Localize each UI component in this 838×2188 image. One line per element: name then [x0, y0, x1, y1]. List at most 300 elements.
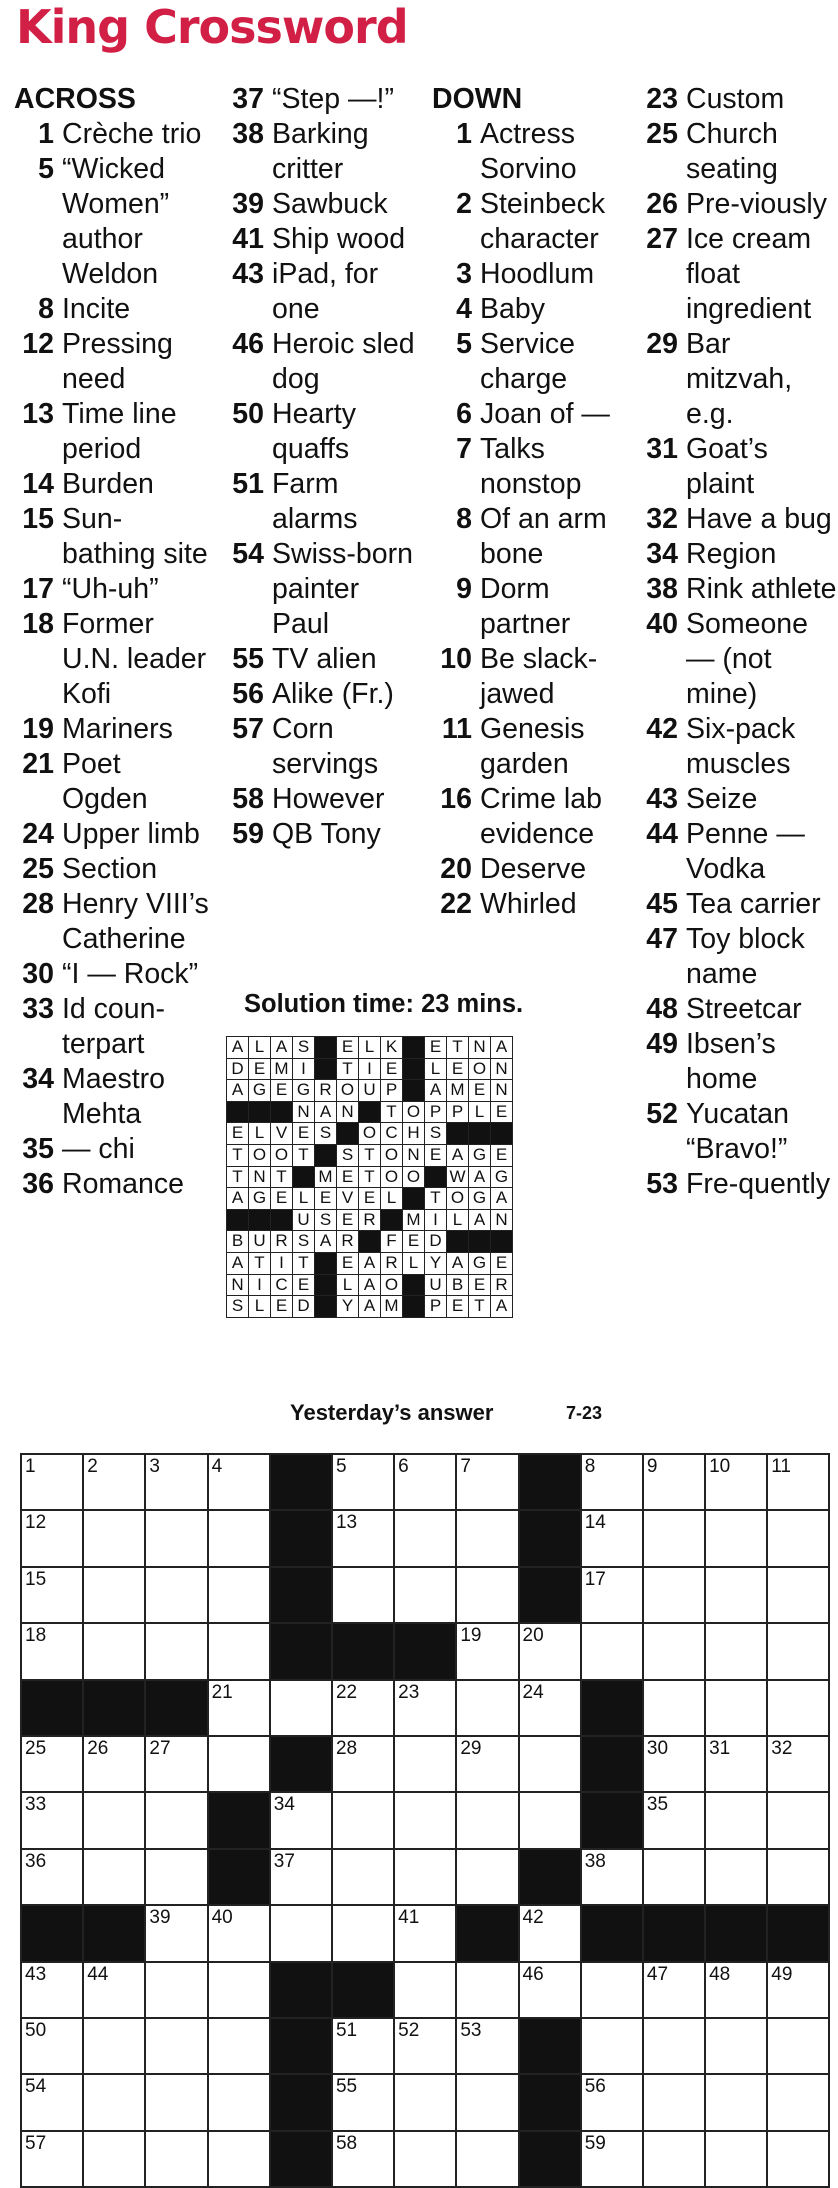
- clue-item: [226, 537, 422, 642]
- grid-cell[interactable]: [333, 2132, 395, 2188]
- grid-cell[interactable]: [84, 1850, 146, 1906]
- answer-letter-cell: E: [293, 1275, 315, 1297]
- grid-cell[interactable]: [209, 1624, 271, 1680]
- grid-cell[interactable]: [457, 1850, 519, 1906]
- grid-cell[interactable]: [644, 1511, 706, 1567]
- clue-item: [14, 817, 214, 852]
- cell-number: 30: [646, 1737, 669, 1759]
- clue-item: [14, 957, 214, 992]
- grid-cell[interactable]: [209, 1737, 271, 1793]
- clue-text: Hearty quaffs: [272, 398, 356, 465]
- answer-letter-cell: G: [249, 1080, 271, 1102]
- cell-number: 18: [25, 1625, 47, 1647]
- cell-number: 8: [584, 1456, 596, 1477]
- answer-letter-cell: A: [227, 1037, 249, 1059]
- grid-cell[interactable]: [146, 1737, 208, 1793]
- grid-cell[interactable]: [146, 2019, 208, 2075]
- grid-cell[interactable]: [84, 1737, 146, 1793]
- clue-item: [638, 572, 838, 607]
- clue-number: 2: [456, 188, 472, 220]
- answer-letter-cell: P: [425, 1102, 447, 1124]
- grid-cell[interactable]: [706, 1681, 768, 1737]
- clue-text: Actress Sorvino: [480, 118, 577, 185]
- grid-cell[interactable]: [706, 1963, 768, 2019]
- grid-cell[interactable]: [644, 2019, 706, 2075]
- grid-cell[interactable]: [22, 1963, 84, 2019]
- answer-black-square: [271, 1102, 293, 1124]
- grid-cell[interactable]: [395, 2132, 457, 2188]
- grid-cell[interactable]: [84, 1455, 146, 1511]
- clue-text: Hoodlum: [480, 258, 595, 290]
- across-header: ACROSS: [14, 83, 136, 115]
- answer-letter-cell: L: [469, 1102, 491, 1124]
- answer-letter-cell: T: [469, 1296, 491, 1318]
- grid-cell[interactable]: [457, 1511, 519, 1567]
- answer-letter-cell: T: [447, 1037, 469, 1059]
- clue-item: [14, 1167, 214, 1202]
- answer-letter-cell: Y: [337, 1296, 359, 1318]
- grid-cell[interactable]: [333, 1737, 395, 1793]
- answer-black-square: [403, 1275, 425, 1297]
- black-square: [209, 1850, 271, 1906]
- grid-cell[interactable]: [520, 1906, 582, 1962]
- clue-item: [432, 257, 628, 292]
- clue-number: 26: [646, 188, 678, 220]
- grid-cell[interactable]: [457, 1793, 519, 1849]
- clue-number: 50: [232, 398, 264, 430]
- clue-text: Ship wood: [272, 223, 406, 255]
- grid-cell[interactable]: [768, 2075, 830, 2131]
- answer-letter-cell: O: [381, 1145, 403, 1167]
- grid-cell[interactable]: [395, 1681, 457, 1737]
- answer-letter-cell: L: [359, 1037, 381, 1059]
- grid-cell[interactable]: [768, 1568, 830, 1624]
- grid-cell[interactable]: [84, 1963, 146, 2019]
- grid-cell[interactable]: [706, 1793, 768, 1849]
- grid-cell[interactable]: [333, 1850, 395, 1906]
- grid-cell[interactable]: [520, 1793, 582, 1849]
- grid-cell[interactable]: [84, 2132, 146, 2188]
- answer-letter-cell: I: [359, 1059, 381, 1081]
- grid-cell[interactable]: [84, 2019, 146, 2075]
- clue-number: 21: [22, 748, 54, 780]
- answer-letter-cell: N: [491, 1210, 513, 1232]
- grid-cell[interactable]: [22, 1737, 84, 1793]
- grid-cell[interactable]: [333, 1511, 395, 1567]
- clue-number: 33: [22, 993, 54, 1025]
- cell-number: 40: [211, 1907, 233, 1929]
- clue-item: [14, 292, 214, 327]
- cell-number: 20: [522, 1625, 544, 1647]
- answer-letter-cell: P: [447, 1102, 469, 1124]
- grid-cell[interactable]: [146, 1793, 208, 1849]
- answer-black-square: [293, 1167, 315, 1189]
- grid-cell[interactable]: [209, 1906, 271, 1962]
- cell-number: 6: [398, 1456, 409, 1477]
- grid-cell[interactable]: [768, 1511, 830, 1567]
- grid-cell[interactable]: [644, 1624, 706, 1680]
- grid-cell[interactable]: [582, 2132, 644, 2188]
- black-square: [22, 1681, 84, 1737]
- answer-letter-cell: O: [381, 1167, 403, 1189]
- answer-letter-cell: R: [359, 1210, 381, 1232]
- answer-grid-row: [227, 1210, 513, 1232]
- clue-text: Ibsen’s home: [686, 1028, 776, 1095]
- grid-cell[interactable]: [395, 1906, 457, 1962]
- cell-number: 5: [335, 1456, 347, 1477]
- cell-number: 34: [273, 1794, 295, 1816]
- grid-cell[interactable]: [706, 1568, 768, 1624]
- grid-cell[interactable]: [582, 2075, 644, 2131]
- answer-black-square: [227, 1102, 249, 1124]
- answer-letter-cell: I: [271, 1253, 293, 1275]
- answer-letter-cell: E: [491, 1253, 513, 1275]
- grid-cell[interactable]: [520, 1681, 582, 1737]
- grid-cell[interactable]: [333, 2019, 395, 2075]
- grid-cell[interactable]: [333, 1455, 395, 1511]
- answer-letter-cell: H: [403, 1123, 425, 1145]
- grid-cell[interactable]: [146, 1963, 208, 2019]
- grid-cell[interactable]: [395, 1850, 457, 1906]
- clue-item: [432, 502, 628, 572]
- black-square: [520, 1568, 582, 1624]
- grid-cell[interactable]: [582, 1568, 644, 1624]
- grid-cell[interactable]: [84, 1511, 146, 1567]
- grid-cell[interactable]: [209, 1963, 271, 2019]
- grid-cell[interactable]: [706, 1455, 768, 1511]
- grid-cell[interactable]: [457, 2075, 519, 2131]
- clue-item: [14, 397, 214, 467]
- grid-cell[interactable]: [395, 2019, 457, 2075]
- clue-number: 38: [646, 573, 678, 605]
- answer-black-square: [403, 1059, 425, 1081]
- grid-cell[interactable]: [582, 1850, 644, 1906]
- answer-letter-cell: L: [293, 1188, 315, 1210]
- grid-cell[interactable]: [271, 1681, 333, 1737]
- grid-cell[interactable]: [644, 1455, 706, 1511]
- grid-cell[interactable]: [520, 1737, 582, 1793]
- grid-cell[interactable]: [582, 2019, 644, 2075]
- grid-cell[interactable]: [333, 1906, 395, 1962]
- grid-cell[interactable]: [146, 1624, 208, 1680]
- grid-cell[interactable]: [457, 1568, 519, 1624]
- grid-cell[interactable]: [644, 2132, 706, 2188]
- clue-text: Be slack-jawed: [480, 643, 598, 710]
- clue-item: [226, 817, 422, 852]
- answer-black-square: [315, 1275, 337, 1297]
- answer-letter-cell: O: [359, 1123, 381, 1145]
- clue-number: 10: [440, 643, 472, 675]
- cell-number: 38: [584, 1850, 606, 1872]
- grid-cell[interactable]: [84, 2075, 146, 2131]
- grid-cell[interactable]: [706, 2019, 768, 2075]
- grid-cell[interactable]: [582, 1624, 644, 1680]
- clue-item: [14, 327, 214, 397]
- clue-item: [432, 187, 628, 257]
- answer-black-square: [403, 1188, 425, 1210]
- clue-text: Someone — (not mine): [686, 608, 809, 710]
- clue-number: 52: [646, 1098, 678, 1130]
- grid-cell[interactable]: [395, 1737, 457, 1793]
- clue-number: 7: [456, 433, 472, 465]
- answer-letter-cell: O: [447, 1188, 469, 1210]
- grid-cell[interactable]: [146, 1850, 208, 1906]
- grid-cell[interactable]: [768, 1963, 830, 2019]
- answer-letter-cell: D: [227, 1059, 249, 1081]
- black-square: [271, 1511, 333, 1567]
- grid-cell[interactable]: [395, 1511, 457, 1567]
- grid-cell[interactable]: [582, 1455, 644, 1511]
- grid-cell[interactable]: [644, 1737, 706, 1793]
- grid-cell[interactable]: [706, 1511, 768, 1567]
- grid-cell[interactable]: [22, 1455, 84, 1511]
- answer-letter-cell: G: [293, 1080, 315, 1102]
- grid-cell[interactable]: [84, 1793, 146, 1849]
- clue-number: 30: [22, 958, 54, 990]
- black-square: [271, 1963, 333, 2019]
- grid-cell[interactable]: [146, 2075, 208, 2131]
- clue-number: 15: [22, 503, 54, 535]
- grid-cell[interactable]: [706, 1737, 768, 1793]
- answer-letter-cell: L: [249, 1037, 271, 1059]
- yesterdays-answer-grid: [226, 1036, 513, 1318]
- clue-item: [432, 327, 628, 397]
- grid-cell[interactable]: [457, 1963, 519, 2019]
- answer-letter-cell: M: [447, 1080, 469, 1102]
- grid-cell[interactable]: [22, 2132, 84, 2188]
- grid-cell[interactable]: [22, 2019, 84, 2075]
- grid-cell[interactable]: [209, 2019, 271, 2075]
- clue-text: Church seating: [686, 118, 778, 185]
- grid-cell[interactable]: [146, 1455, 208, 1511]
- answer-letter-cell: R: [337, 1231, 359, 1253]
- grid-cell[interactable]: [84, 1624, 146, 1680]
- grid-cell[interactable]: [209, 1681, 271, 1737]
- black-square: [146, 1681, 208, 1737]
- clue-number: 46: [232, 328, 264, 360]
- grid-cell[interactable]: [271, 1850, 333, 1906]
- grid-cell[interactable]: [209, 1511, 271, 1567]
- grid-cell[interactable]: [22, 1511, 84, 1567]
- clue-item: [226, 677, 422, 712]
- clue-item: [14, 607, 214, 712]
- cell-number: 11: [771, 1456, 791, 1477]
- clue-item: [432, 642, 628, 712]
- black-square: [271, 2075, 333, 2131]
- grid-cell[interactable]: [582, 1963, 644, 2019]
- grid-cell[interactable]: [457, 2132, 519, 2188]
- grid-cell[interactable]: [395, 1793, 457, 1849]
- clue-number: 23: [646, 83, 678, 115]
- answer-grid-row: [227, 1231, 513, 1253]
- grid-cell[interactable]: [706, 1624, 768, 1680]
- clue-item: [226, 257, 422, 327]
- cell-number: 12: [25, 1512, 47, 1534]
- grid-cell[interactable]: [146, 2132, 208, 2188]
- grid-cell[interactable]: [146, 1511, 208, 1567]
- clue-text: Goat’s plaint: [686, 433, 768, 500]
- clue-text: “Step —!”: [272, 83, 394, 115]
- cell-number: 42: [522, 1907, 544, 1929]
- grid-cell[interactable]: [457, 1455, 519, 1511]
- answer-letter-cell: V: [271, 1123, 293, 1145]
- grid-cell[interactable]: [644, 1681, 706, 1737]
- clue-text: Swiss-born painter Paul: [272, 538, 413, 640]
- grid-cell[interactable]: [22, 1850, 84, 1906]
- grid-cell[interactable]: [271, 1793, 333, 1849]
- answer-black-square: [249, 1102, 271, 1124]
- answer-letter-cell: M: [403, 1210, 425, 1232]
- clue-item: [14, 1062, 214, 1132]
- answer-letter-cell: N: [249, 1167, 271, 1189]
- answer-black-square: [315, 1145, 337, 1167]
- answer-letter-cell: G: [491, 1167, 513, 1189]
- clue-number: 17: [22, 573, 54, 605]
- grid-cell[interactable]: [644, 1963, 706, 2019]
- answer-letter-cell: A: [227, 1080, 249, 1102]
- answer-black-square: [271, 1210, 293, 1232]
- clue-item: [638, 1027, 838, 1097]
- clue-number: 4: [456, 293, 472, 325]
- black-square: [520, 1455, 582, 1511]
- cell-number: 33: [25, 1794, 47, 1816]
- clue-item: [638, 187, 838, 222]
- grid-cell[interactable]: [22, 1793, 84, 1849]
- grid-cell[interactable]: [457, 1737, 519, 1793]
- cell-number: 43: [25, 1963, 47, 1985]
- grid-cell[interactable]: [768, 1681, 830, 1737]
- black-square: [22, 1906, 84, 1962]
- grid-cell[interactable]: [768, 1737, 830, 1793]
- grid-cell[interactable]: [768, 2019, 830, 2075]
- black-square: [520, 2132, 582, 2188]
- grid-cell[interactable]: [333, 2075, 395, 2131]
- grid-cell[interactable]: [84, 1568, 146, 1624]
- grid-cell[interactable]: [22, 1568, 84, 1624]
- answer-letter-cell: O: [381, 1275, 403, 1297]
- grid-cell[interactable]: [395, 1963, 457, 2019]
- grid-cell[interactable]: [457, 1681, 519, 1737]
- grid-cell[interactable]: [395, 1568, 457, 1624]
- answer-letter-cell: I: [425, 1210, 447, 1232]
- clue-number: 51: [232, 468, 264, 500]
- grid-cell[interactable]: [582, 1511, 644, 1567]
- clue-text: Toy block name: [686, 923, 805, 990]
- grid-cell[interactable]: [520, 1963, 582, 2019]
- clue-text: Crime lab evidence: [480, 783, 602, 850]
- grid-row: [22, 1793, 830, 1849]
- grid-cell[interactable]: [146, 1568, 208, 1624]
- clue-item: [14, 852, 214, 887]
- grid-cell[interactable]: [644, 1568, 706, 1624]
- date-code: 7-23: [566, 1403, 603, 1423]
- down-clues-column-1: [432, 82, 628, 922]
- answer-letter-cell: S: [337, 1145, 359, 1167]
- clue-number: 42: [646, 713, 678, 745]
- answer-letter-cell: O: [403, 1167, 425, 1189]
- grid-cell[interactable]: [706, 1850, 768, 1906]
- clue-text: Upper limb: [62, 818, 200, 850]
- grid-cell[interactable]: [209, 2132, 271, 2188]
- clue-number: 53: [646, 1168, 678, 1200]
- grid-cell[interactable]: [333, 1681, 395, 1737]
- grid-cell[interactable]: [22, 1624, 84, 1680]
- grid-cell[interactable]: [644, 1793, 706, 1849]
- clue-number: 3: [456, 258, 472, 290]
- clue-item: [638, 502, 838, 537]
- answer-letter-cell: A: [359, 1296, 381, 1318]
- answer-letter-cell: C: [381, 1123, 403, 1145]
- clue-text: Seize: [686, 783, 758, 815]
- grid-row: [22, 1624, 830, 1680]
- grid-cell[interactable]: [768, 2132, 830, 2188]
- clue-text: Deserve: [480, 853, 587, 885]
- answer-letter-cell: T: [249, 1253, 271, 1275]
- grid-cell[interactable]: [768, 1850, 830, 1906]
- grid-cell[interactable]: [395, 1455, 457, 1511]
- clue-number: 5: [38, 153, 54, 185]
- grid-cell[interactable]: [333, 1793, 395, 1849]
- grid-cell[interactable]: [395, 2075, 457, 2131]
- answer-letter-cell: E: [491, 1102, 513, 1124]
- answer-letter-cell: E: [227, 1123, 249, 1145]
- answer-letter-cell: N: [227, 1275, 249, 1297]
- cell-number: 41: [398, 1907, 420, 1929]
- grid-cell[interactable]: [209, 1455, 271, 1511]
- grid-cell[interactable]: [520, 1624, 582, 1680]
- grid-cell[interactable]: [333, 1568, 395, 1624]
- black-square: [457, 1906, 519, 1962]
- grid-cell[interactable]: [146, 1906, 208, 1962]
- grid-cell[interactable]: [768, 1455, 830, 1511]
- clue-number: 19: [22, 713, 54, 745]
- clue-number: 31: [646, 433, 678, 465]
- grid-row: [22, 2019, 830, 2075]
- grid-cell[interactable]: [22, 2075, 84, 2131]
- answer-letter-cell: A: [315, 1231, 337, 1253]
- clue-number: 25: [646, 118, 678, 150]
- grid-cell[interactable]: [457, 2019, 519, 2075]
- answer-letter-cell: S: [315, 1123, 337, 1145]
- cell-number: 37: [273, 1850, 295, 1872]
- clue-number: 35: [22, 1133, 54, 1165]
- answer-letter-cell: S: [425, 1123, 447, 1145]
- down-header: DOWN: [432, 83, 523, 115]
- answer-letter-cell: S: [293, 1231, 315, 1253]
- clue-number: 39: [232, 188, 264, 220]
- answer-letter-cell: U: [293, 1210, 315, 1232]
- grid-cell[interactable]: [706, 2075, 768, 2131]
- clue-text: Service charge: [480, 328, 576, 395]
- grid-cell[interactable]: [209, 2075, 271, 2131]
- grid-cell[interactable]: [209, 1568, 271, 1624]
- grid-cell[interactable]: [768, 1793, 830, 1849]
- clue-text: Henry VIII’s Catherine: [62, 888, 209, 955]
- grid-cell[interactable]: [457, 1624, 519, 1680]
- grid-cell[interactable]: [706, 2132, 768, 2188]
- clue-number: 8: [38, 293, 54, 325]
- grid-cell[interactable]: [644, 2075, 706, 2131]
- clue-item: [638, 117, 838, 187]
- grid-cell[interactable]: [768, 1624, 830, 1680]
- answer-letter-cell: R: [491, 1275, 513, 1297]
- grid-cell[interactable]: [644, 1850, 706, 1906]
- cell-number: 4: [211, 1456, 223, 1477]
- grid-cell[interactable]: [271, 1906, 333, 1962]
- answer-letter-cell: U: [359, 1080, 381, 1102]
- answer-letter-cell: T: [359, 1167, 381, 1189]
- answer-letter-cell: A: [425, 1080, 447, 1102]
